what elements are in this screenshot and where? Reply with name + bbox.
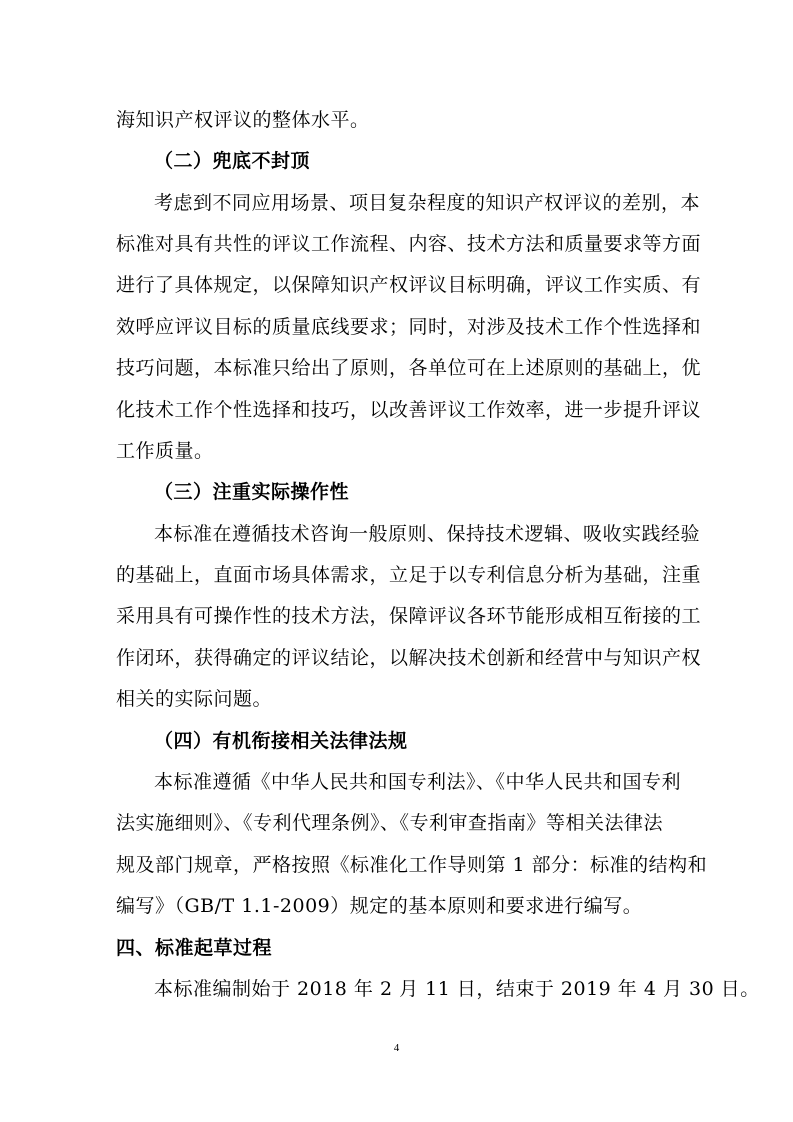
line-8: 化技术工作个性选择和技巧，以改善评议工作效率，进一步提升评议 [116,399,702,421]
page-number: 4 [393,1042,400,1054]
heading-4: （四）有机衔接相关法律法规 [154,730,408,752]
line-6: 效呼应评议目标的质量底线要求；同时，对涉及技术工作个性选择和 [116,316,702,338]
line-14: 作闭环，获得确定的评议结论，以解决技术创新和经营中与知识产权 [116,647,702,669]
line-12: 的基础上，直面市场具体需求，立足于以专利信息分析为基础，注重 [116,564,702,586]
line-22: 本标准编制始于 2018 年 2 月 11 日，结束于 2019 年 4 月 30 日。 [154,978,760,1000]
line-9: 工作质量。 [116,440,214,462]
line-5: 进行了具体规定，以保障知识产权评议目标明确，评议工作实质、有 [116,274,702,296]
line-11: 本标准在遵循技术咨询一般原则、保持技术逻辑、吸收实践经验 [154,523,701,545]
line-17: 本标准遵循《中华人民共和国专利法》、《中华人民共和国专利 [154,771,682,793]
heading-2: （二）兜底不封顶 [154,150,311,172]
line-18: 法实施细则》、《专利代理条例》、《专利审查指南》等相关法律法 [116,812,664,834]
heading-3: （三）注重实际操作性 [154,481,350,503]
line-19: 规及部门规章，严格按照《标准化工作导则第 1 部分：标准的结构和 [116,854,708,876]
line-7: 技巧问题，本标准只给出了原则，各单位可在上述原则的基础上，优 [116,357,702,379]
line-4: 标准对具有共性的评议工作流程、内容、技术方法和质量要求等方面 [116,233,702,255]
line-13: 采用具有可操作性的技术方法，保障评议各环节能形成相互衔接的工 [116,605,702,627]
section-heading-4: 四、标准起草过程 [116,937,273,959]
line-20: 编写》（GB/T 1.1-2009）规定的基本原则和要求进行编写。 [116,895,643,917]
line-3: 考虑到不同应用场景、项目复杂程度的知识产权评议的差别，本 [154,192,701,214]
line-15: 相关的实际问题。 [116,688,273,710]
line-1: 海知识产权评议的整体水平。 [116,109,370,131]
